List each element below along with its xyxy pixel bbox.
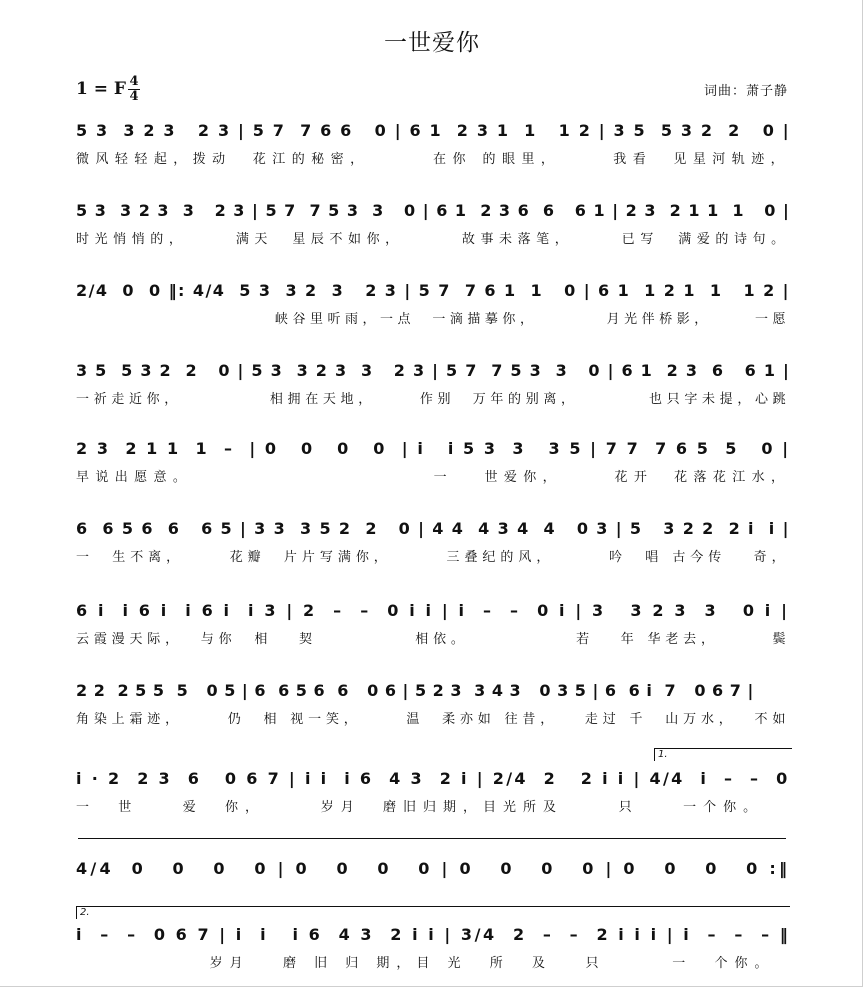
lyrics-row: 一 生不离， 花瓣 片片写满你， 三叠纪的风， 吟 唱 古今传 奇，: [76, 550, 790, 565]
staff-line-5: [76, 436, 790, 506]
staff-line-2: [76, 198, 790, 268]
notes-row: 3 5 5 3 2 2 0 | 5 3 3 2 3 3 2 3 | 5 7 7 5 3 3 0 | 6 1 2 3 6 6 1 |: [76, 361, 791, 380]
volta-first-ending: 1.: [654, 748, 792, 761]
notes-row: 5 3 3 2 3 2 3 | 5 7 7 6 6 0 | 6 1 2 3 1 1 1 2 | 3 5 5 3 2 2 0 |: [76, 121, 791, 140]
lyrics-row: 云霞漫天际， 与你 相 契 相依。 若 年 华老去， 鬓: [76, 632, 791, 647]
meter-top: 4: [129, 74, 139, 89]
staff-line-11: [76, 922, 790, 992]
lyrics-row: 一 世 爱 你， 岁月 磨旧归期，目光所及 只 一个你。: [76, 800, 764, 815]
lyrics-row: 微风轻轻起，拨动 花江的秘密， 在你 的眼里， 我看 见星河轨迹，: [76, 152, 791, 167]
key-signature: 1 = F: [76, 79, 126, 99]
staff-line-3: [76, 278, 790, 348]
lyrics-row: 峡谷里听雨，一点 一滴描摹你， 月光伴桥影， 一愿: [76, 312, 791, 327]
ending-bracket: [78, 838, 786, 839]
staff-line-4: [76, 358, 790, 428]
notes-row: 2 2 2 5 5 5 0 5 | 6 6 5 6 6 0 6 | 5 2 3 3 4 3 0 3 5 | 6 6 i 7 0 6 7 |: [76, 681, 754, 700]
notes-row: i · 2 2 3 6 0 6 7 | i i i 6 4 3 2 i | 2/4 2 2 i i | 4/4 i – – 0: [76, 769, 790, 788]
meter-bottom: 4: [129, 89, 139, 104]
notes-row: i – – 0 6 7 | i i i 6 4 3 2 i i | 3/4 2 – – 2 i i i | i – – – ‖: [76, 925, 791, 944]
notes-row: 2/4 0 0 ‖: 4/4 5 3 3 2 3 2 3 | 5 7 7 6 1 1 0 | 6 1 1 2 1 1 1 2 |: [76, 281, 790, 300]
notes-row: 2 3 2 1 1 1 – | 0 0 0 0 | i i 5 3 3 3 5 | 7 7 7 6 5 5 0 |: [76, 439, 791, 458]
notes-row: 6 i i 6 i i 6 i i 3 | 2 – – 0 i i | i – – 0 i | 3 3 2 3 3 0 i |: [76, 601, 790, 620]
staff-line-7: [76, 598, 790, 668]
staff-line-1: [76, 118, 790, 188]
time-signature: [128, 76, 140, 103]
credits: 词曲：萧子静: [703, 84, 788, 99]
lyrics-row: 早说出愿意。 一 世爱你， 花开 花落花江水，: [76, 470, 791, 485]
lyrics-row: 角染上霜迹， 仍 相 视一笑， 温 柔亦如 往昔， 走过 千 山万水， 不如: [76, 712, 791, 727]
notes-row: 6 6 5 6 6 6 5 | 3 3 3 5 2 2 0 | 4 4 4 3 4 4 0 3 | 5 3 2 2 2 i i |: [76, 519, 790, 538]
staff-line-9: [76, 766, 790, 836]
lyrics-row: 时光悄悄的， 满天 星辰不如你， 故事未落笔， 已写 满爱的诗句。: [76, 232, 790, 247]
lyrics-row: 一祈走近你， 相拥在天地， 作别 万年的别离， 也只字未提，心跳: [76, 392, 791, 407]
staff-line-8: [76, 678, 790, 748]
lyrics-row: 岁月 磨 旧 归 期，目 光 所 及 只 一 个你。: [76, 956, 775, 971]
notes-row: 5 3 3 2 3 3 2 3 | 5 7 7 5 3 3 0 | 6 1 2 3 6 6 6 1 | 2 3 2 1 1 1 0 |: [76, 201, 790, 220]
song-title: 一世爱你: [384, 30, 480, 56]
staff-line-6: [76, 516, 790, 586]
volta-second-ending: 2.: [76, 906, 790, 919]
notes-row: 4/4 0 0 0 0 | 0 0 0 0 | 0 0 0 0 | 0 0 0 0 :‖: [76, 859, 791, 878]
